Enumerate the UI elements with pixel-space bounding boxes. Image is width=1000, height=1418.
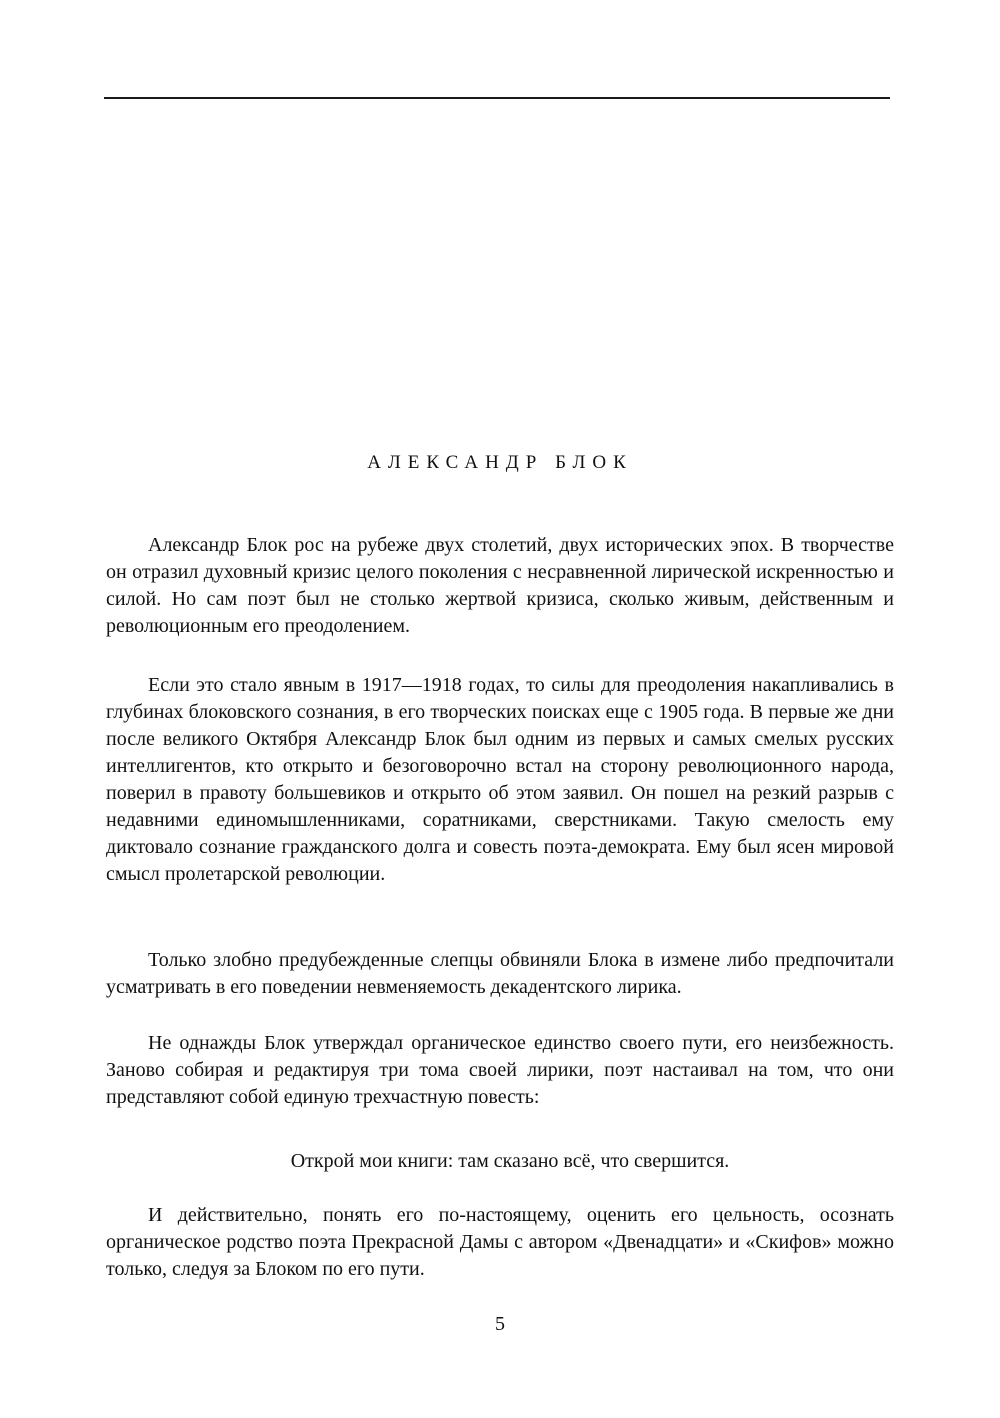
- page-number: 5: [495, 1313, 505, 1335]
- paragraph-text: И действительно, понять его по-настоящему, оценить его цельность, осознать органическое родство поэта Прекрасной Дамы с автором «Двенадцати» и «Скифов» можно только, следуя за Блоком по его пути.: [106, 1204, 894, 1280]
- paragraph-text: Если это стало явным в 1917—1918 годах, то силы для преодоления накапливались в глубинах блоковского сознания, в его творческих поисках еще с 1905 года. В первые же дни после великого Октября Александр Блок был одним из первых и самых смелых русских интеллигентов, кто открыто и безоговорочно встал на сторону революционного народа, поверил в правоту большевиков и открыто об этом заявил. Он пошел на резкий разрыв с недавними единомышленниками, соратниками, сверстниками. Такую смелость ему диктовало сознание гражданского долга и совесть поэта-демократа. Ему был ясен мировой смысл пролетарской революции.: [106, 674, 894, 885]
- paragraph-5: [106, 1202, 894, 1283]
- paragraph-text: Только злобно предубежденные слепцы обвиняли Блока в измене либо предпочитали усматривать в его поведении невменяемость декадентского лирика.: [106, 949, 894, 998]
- paragraph-1: [106, 532, 894, 640]
- verse-quote: Открой мои книги: там сказано всё, что свершится.: [290, 1150, 730, 1172]
- top-rule: [104, 97, 890, 99]
- paragraph-2: [106, 672, 894, 888]
- paragraph-text: Александр Блок рос на рубеже двух столетий, двух исторических эпох. В творчестве он отразил духовный кризис целого поколения с несравненной лирической искренностью и силой. Но сам поэт был не столько жертвой кризиса, сколько живым, действенным и революционным его преодолением.: [106, 534, 894, 637]
- paragraph-text: Не однажды Блок утверждал органическое единство своего пути, его неизбежность. Заново собирая и редактируя три тома своей лирики, поэт настаивал на том, что они представляют собой единую трехчастную повесть:: [106, 1032, 894, 1108]
- paragraph-4: [106, 1030, 894, 1111]
- chapter-title: АЛЕКСАНДР БЛОК: [367, 452, 633, 473]
- paragraph-3: [106, 947, 894, 1001]
